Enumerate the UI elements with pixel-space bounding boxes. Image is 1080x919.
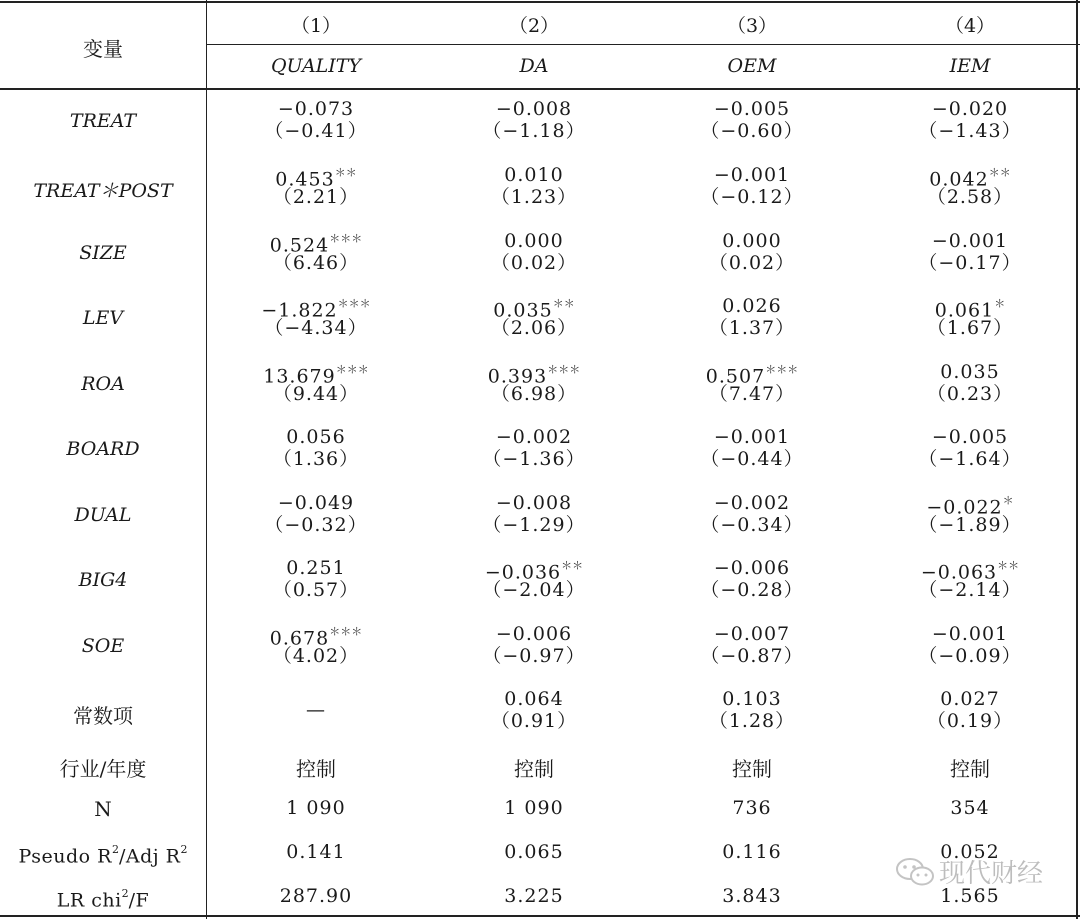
- summary-cell: 控制: [950, 757, 990, 781]
- coefficient-cell: [207, 492, 425, 514]
- summary-cell: 3.225: [504, 885, 564, 907]
- significance-stars: ＊＊＊: [329, 232, 363, 245]
- coefficient-cell: [861, 98, 1079, 120]
- coefficient-value: 0.010: [504, 164, 564, 186]
- column-number: （1）: [290, 15, 342, 37]
- coefficient-value: −0.006: [713, 557, 791, 579]
- coefficient-cell: [643, 164, 861, 186]
- coefficient-value: 0.042: [929, 168, 989, 191]
- significance-stars: ＊＊: [561, 559, 584, 572]
- coefficient-cell: [643, 98, 861, 120]
- coefficient-value: −0.005: [713, 98, 791, 120]
- summary-cell: 3.843: [722, 885, 782, 907]
- summary-cell: 0.052: [940, 841, 1000, 863]
- watermark: [895, 853, 1043, 890]
- watermark-text: 现代财经: [939, 859, 1044, 889]
- coefficient-cell: [643, 295, 861, 317]
- significance-stars: ＊＊: [334, 166, 357, 179]
- row-label: 行业/年度: [59, 757, 147, 781]
- coefficient-value: 0.103: [722, 688, 782, 710]
- significance-stars: ＊＊＊: [547, 363, 581, 376]
- superscript: 2: [111, 843, 119, 856]
- row-label: 常数项: [73, 704, 133, 728]
- summary-cell: 1 090: [504, 797, 564, 819]
- summary-cell: 0.141: [286, 841, 346, 863]
- coefficient-cell: [425, 426, 643, 448]
- coefficient-cell: [425, 164, 643, 186]
- t-statistic: （1.28）: [708, 710, 796, 732]
- t-statistic: （−1.43）: [918, 120, 1022, 142]
- row-label: ROA: [81, 373, 125, 395]
- coefficient-value: −0.002: [713, 492, 791, 514]
- column-number: （4）: [944, 15, 996, 37]
- significance-stars: ＊＊＊: [329, 625, 363, 638]
- coefficient-cell: [643, 688, 861, 710]
- coefficient-value: 0.064: [504, 688, 564, 710]
- header-mid-rule: [207, 44, 1080, 45]
- t-statistic: （1.23）: [490, 186, 578, 208]
- wechat-icon: [895, 856, 935, 888]
- row-label: [0, 841, 206, 867]
- t-statistic: （−0.17）: [918, 252, 1022, 274]
- coefficient-value: −0.002: [495, 426, 573, 448]
- coefficient-value: −0.001: [931, 230, 1009, 252]
- t-statistic: （0.57）: [272, 579, 360, 601]
- t-statistic: （1.67）: [926, 317, 1014, 339]
- coefficient-cell: [643, 492, 861, 514]
- summary-cell: 控制: [296, 757, 336, 781]
- t-statistic: （−0.28）: [700, 579, 804, 601]
- coefficient-value: 0.056: [286, 426, 346, 448]
- coefficient-value: 0.393: [487, 365, 548, 388]
- significance-stars: ＊＊: [552, 297, 575, 310]
- t-statistic: （−0.12）: [700, 186, 804, 208]
- summary-cell: 287.90: [279, 885, 353, 907]
- summary-cell: 1 090: [286, 797, 346, 819]
- coefficient-value: −0.008: [495, 98, 573, 120]
- top-rule: [0, 1, 1080, 3]
- row-label: TREAT: [69, 110, 137, 132]
- coefficient-value: −0.007: [713, 623, 791, 645]
- coefficient-cell: [425, 492, 643, 514]
- coefficient-value: 0.035: [493, 299, 553, 322]
- coefficient-value: −0.073: [277, 98, 355, 120]
- t-statistic: （−0.60）: [700, 120, 804, 142]
- coefficient-cell: [207, 426, 425, 448]
- coefficient-value: −0.063: [920, 561, 998, 584]
- coefficient-value: −0.008: [495, 492, 573, 514]
- coefficient-value: 13.679: [263, 365, 336, 388]
- coefficient-cell: [425, 688, 643, 710]
- t-statistic: （−1.29）: [482, 514, 586, 536]
- label-part: /F: [128, 889, 150, 912]
- label-part: LR chi: [56, 889, 122, 912]
- coefficient-cell: [861, 361, 1079, 383]
- coefficient-value: 0.453: [275, 168, 335, 191]
- significance-stars: ＊＊＊: [335, 363, 369, 376]
- coefficient-cell: [861, 426, 1079, 448]
- row-label: SOE: [81, 635, 125, 657]
- column-name: DA: [519, 55, 549, 77]
- coefficient-value: −0.001: [931, 623, 1009, 645]
- coefficient-value: −0.001: [713, 164, 791, 186]
- coefficient-value: −0.036: [484, 561, 562, 584]
- row-label: BOARD: [66, 438, 140, 460]
- coefficient-cell: [207, 699, 425, 721]
- coefficient-value: 0.678: [269, 627, 330, 650]
- coefficient-value: 0.524: [269, 234, 330, 257]
- t-statistic: （−0.87）: [700, 645, 804, 667]
- t-statistic: （9.44）: [272, 383, 360, 405]
- column-number: （3）: [726, 15, 778, 37]
- t-statistic: （−1.36）: [482, 448, 586, 470]
- t-statistic: （0.02）: [490, 252, 578, 274]
- row-label: TREAT＊POST: [33, 180, 173, 202]
- t-statistic: （−1.64）: [918, 448, 1022, 470]
- coefficient-cell: [425, 230, 643, 252]
- coefficient-value: —: [306, 699, 326, 721]
- coefficient-value: −0.006: [495, 623, 573, 645]
- t-statistic: （6.98）: [490, 383, 578, 405]
- coefficient-value: 0.507: [705, 365, 766, 388]
- coefficient-cell: [643, 426, 861, 448]
- coefficient-value: 0.000: [722, 230, 782, 252]
- coefficient-value: 0.026: [722, 295, 782, 317]
- summary-cell: 1.565: [940, 885, 1000, 907]
- t-statistic: （0.23）: [926, 383, 1014, 405]
- t-statistic: （2.21）: [272, 186, 360, 208]
- column-number: （2）: [508, 15, 560, 37]
- column-name: IEM: [949, 55, 991, 77]
- t-statistic: （−0.97）: [482, 645, 586, 667]
- row-label: SIZE: [79, 242, 127, 264]
- t-statistic: （−2.14）: [918, 579, 1022, 601]
- t-statistic: （1.36）: [272, 448, 360, 470]
- t-statistic: （−4.34）: [264, 317, 368, 339]
- coefficient-value: −1.822: [261, 299, 338, 322]
- coefficient-value: 0.061: [934, 299, 995, 322]
- t-statistic: （2.06）: [490, 317, 578, 339]
- coefficient-value: −0.049: [277, 492, 355, 514]
- coefficient-cell: [425, 623, 643, 645]
- coefficient-value: −0.022: [926, 496, 1003, 519]
- coefficient-cell: [861, 230, 1079, 252]
- coefficient-value: −0.020: [931, 98, 1009, 120]
- t-statistic: （−0.41）: [264, 120, 368, 142]
- significance-stars: ＊＊: [997, 559, 1020, 572]
- significance-stars: ＊＊＊: [337, 297, 371, 310]
- coefficient-value: 0.000: [504, 230, 564, 252]
- t-statistic: （−0.34）: [700, 514, 804, 536]
- t-statistic: （6.46）: [272, 252, 360, 274]
- coefficient-cell: [643, 557, 861, 579]
- coefficient-cell: [643, 230, 861, 252]
- row-label: BIG4: [78, 569, 128, 591]
- coefficient-value: 0.251: [286, 557, 346, 579]
- summary-cell: 0.116: [722, 841, 782, 863]
- significance-stars: ＊＊＊: [765, 363, 799, 376]
- coefficient-cell: [643, 623, 861, 645]
- summary-cell: 0.065: [504, 841, 564, 863]
- significance-stars: ＊: [994, 297, 1006, 310]
- summary-cell: 控制: [514, 757, 554, 781]
- header-bottom-rule: [0, 88, 1080, 90]
- coefficient-cell: [861, 688, 1079, 710]
- coefficient-value: −0.001: [713, 426, 791, 448]
- coefficient-value: −0.005: [931, 426, 1009, 448]
- column-name: OEM: [727, 55, 777, 77]
- significance-stars: ＊＊: [988, 166, 1011, 179]
- t-statistic: （−0.09）: [918, 645, 1022, 667]
- row-label: DUAL: [74, 504, 132, 526]
- row-label: N: [94, 797, 112, 821]
- t-statistic: （−0.32）: [264, 514, 368, 536]
- t-statistic: （−0.44）: [700, 448, 804, 470]
- label-part: /Adj R: [118, 845, 181, 868]
- label-part: Pseudo R: [18, 845, 112, 868]
- t-statistic: （1.37）: [708, 317, 796, 339]
- summary-cell: 354: [950, 797, 990, 819]
- significance-stars: ＊: [1002, 494, 1014, 507]
- variable-header: 变量: [83, 37, 123, 61]
- t-statistic: （−1.89）: [918, 514, 1022, 536]
- t-statistic: （0.19）: [926, 710, 1014, 732]
- t-statistic: （2.58）: [926, 186, 1014, 208]
- coefficient-cell: [425, 98, 643, 120]
- coefficient-cell: [207, 98, 425, 120]
- row-label: [0, 885, 206, 911]
- superscript: 2: [180, 843, 188, 856]
- coefficient-value: 0.035: [940, 361, 1000, 383]
- summary-cell: 控制: [732, 757, 772, 781]
- t-statistic: （7.47）: [708, 383, 796, 405]
- coefficient-value: 0.027: [940, 688, 1000, 710]
- row-label: LEV: [82, 307, 124, 329]
- t-statistic: （4.02）: [272, 645, 360, 667]
- bottom-rule: [0, 915, 1080, 917]
- t-statistic: （−2.04）: [482, 579, 586, 601]
- t-statistic: （0.02）: [708, 252, 796, 274]
- t-statistic: （0.91）: [490, 710, 578, 732]
- t-statistic: （−1.18）: [482, 120, 586, 142]
- column-name: QUALITY: [270, 55, 362, 77]
- superscript: 2: [121, 887, 129, 900]
- coefficient-cell: [861, 623, 1079, 645]
- summary-cell: 736: [732, 797, 772, 819]
- coefficient-cell: [207, 557, 425, 579]
